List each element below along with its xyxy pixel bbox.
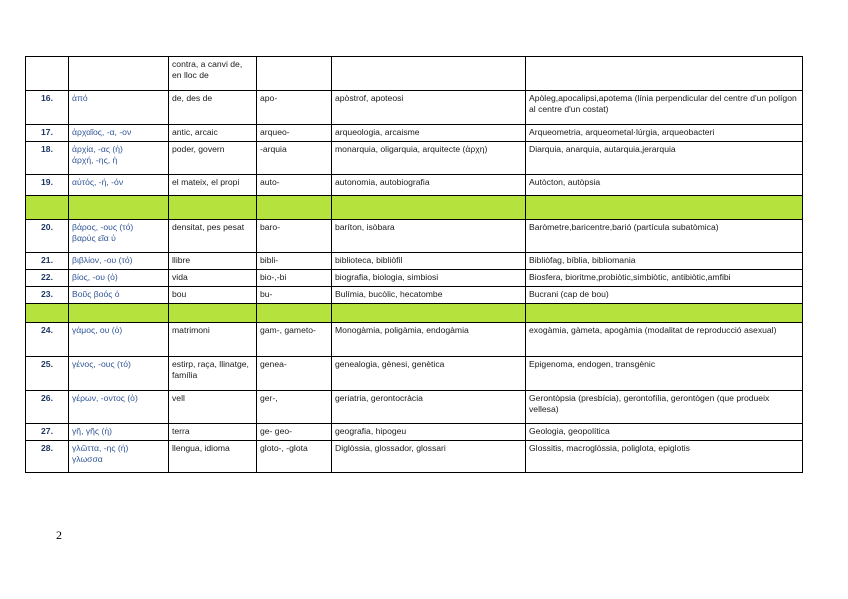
greek-word: βίος, -ου (ὁ) — [69, 270, 169, 287]
entry-number: 26. — [26, 391, 69, 424]
entry-number: 21. — [26, 253, 69, 270]
cell-empty — [169, 304, 257, 323]
catalan-words-cell: monarquia, oligarquia, arquitecte (ἀρχη) — [332, 142, 526, 175]
table-row — [26, 357, 803, 391]
catalan-words-cell: biblioteca, bibliòfil — [332, 253, 526, 270]
entry-number: 23. — [26, 287, 69, 304]
entry-number: 18. — [26, 142, 69, 175]
catalan-words-cell: Bulímia, bucòlic, hecatombe — [332, 287, 526, 304]
root-cell: ger-, — [257, 391, 332, 424]
meaning-cell: poder, govern — [169, 142, 257, 175]
meaning-cell: antic, arcaic — [169, 125, 257, 142]
entry-number: 27. — [26, 424, 69, 441]
root-cell: auto- — [257, 175, 332, 196]
entry-number: 22. — [26, 270, 69, 287]
table-row — [26, 253, 803, 270]
entry-number: 17. — [26, 125, 69, 142]
entry-number: 19. — [26, 175, 69, 196]
meaning-cell: vida — [169, 270, 257, 287]
page-number: 2 — [56, 528, 62, 542]
table-row — [26, 142, 803, 175]
root-cell: ge- geo- — [257, 424, 332, 441]
meaning-cell: densitat, pes pesat — [169, 220, 257, 253]
table-row — [26, 91, 803, 125]
table-row — [26, 175, 803, 196]
catalan-words-cell: biografia, biologia, simbiosi — [332, 270, 526, 287]
entry-number: 28. — [26, 441, 69, 473]
meaning-cell: vell — [169, 391, 257, 424]
root-cell: arqueo- — [257, 125, 332, 142]
entry-number: 20. — [26, 220, 69, 253]
catalan-words-cell: Monogàmia, poligàmia, endogàmia — [332, 323, 526, 357]
table-row — [26, 270, 803, 287]
cell-empty — [257, 57, 332, 91]
greek-word: γλῶττα, -ης (ἡ) γλωσσα — [69, 441, 169, 473]
meaning-cell: de, des de — [169, 91, 257, 125]
catalan-words-cell: arqueologia, arcaisme — [332, 125, 526, 142]
meaning-cell: terra — [169, 424, 257, 441]
scientific-words-cell: Arqueometria, arqueometal·lúrgia, arqueobacteri — [526, 125, 803, 142]
cell-empty — [26, 57, 69, 91]
cell-empty — [257, 304, 332, 323]
entry-number: 16. — [26, 91, 69, 125]
catalan-words-cell: geriatria, gerontocràcia — [332, 391, 526, 424]
catalan-words-cell: geografia, hipogeu — [332, 424, 526, 441]
scientific-words-cell: Geologia, geopolítica — [526, 424, 803, 441]
cell-empty — [169, 196, 257, 220]
etymology-table — [25, 56, 803, 473]
catalan-words-cell: Diglòssia, glossador, glossari — [332, 441, 526, 473]
scientific-words-cell: Bibliòfag, bíblia, bibliomania — [526, 253, 803, 270]
scientific-words-cell: Gerontòpsia (presbícia), gerontofília, gerontògen (que produeix vellesa) — [526, 391, 803, 424]
root-cell: bio-,-bi — [257, 270, 332, 287]
meaning-cell: bou — [169, 287, 257, 304]
greek-word: ἀρχαῖος, -α, -ον — [69, 125, 169, 142]
entry-number: 24. — [26, 323, 69, 357]
greek-word: Βοῦς βοός ὁ — [69, 287, 169, 304]
root-cell: apo- — [257, 91, 332, 125]
table-row — [26, 441, 803, 473]
table-row — [26, 287, 803, 304]
table-row-header — [26, 57, 803, 91]
scientific-words-cell: Baròmetre,baricentre,barió (partícula subatòmica) — [526, 220, 803, 253]
meaning-cell: el mateix, el propi — [169, 175, 257, 196]
greek-word: ἀπό — [69, 91, 169, 125]
greek-word: γῆ, γῆς (ἡ) — [69, 424, 169, 441]
greek-word: ἀρχία, -ας (ἡ) ἀρχή, -ης, ἡ — [69, 142, 169, 175]
cell-empty — [26, 196, 69, 220]
meaning-cell: llengua, idioma — [169, 441, 257, 473]
greek-word: βιβλίον, -ου (τό) — [69, 253, 169, 270]
table-row — [26, 424, 803, 441]
scientific-words-cell: exogàmia, gàmeta, apogàmia (modalitat de reproducció asexual) — [526, 323, 803, 357]
greek-word: βάρος, -ους (τό) βαρύς εῖα ύ — [69, 220, 169, 253]
table-row — [26, 391, 803, 424]
highlight-separator-row — [26, 196, 803, 220]
cell-empty — [332, 196, 526, 220]
cell-empty — [257, 196, 332, 220]
greek-word: γένος, -ους (τό) — [69, 357, 169, 391]
scientific-words-cell: Apòleg,apocalipsi,apotema (línia perpendicular del centre d'un polígon al centre d'un costat) — [526, 91, 803, 125]
root-cell: baro- — [257, 220, 332, 253]
meaning-cell: estirp, raça, llinatge, família — [169, 357, 257, 391]
cell-empty — [69, 57, 169, 91]
greek-word: αὐτός, -ή, -όν — [69, 175, 169, 196]
catalan-words-cell: autonomia, autobiografia — [332, 175, 526, 196]
root-cell: -arquia — [257, 142, 332, 175]
root-cell: bu- — [257, 287, 332, 304]
root-cell: gam-, gameto- — [257, 323, 332, 357]
root-cell: gloto-, -glota — [257, 441, 332, 473]
cell-empty — [26, 304, 69, 323]
table-row — [26, 220, 803, 253]
entry-number: 25. — [26, 357, 69, 391]
cell-empty — [332, 304, 526, 323]
greek-word: γέρων, -οντος (ὁ) — [69, 391, 169, 424]
cell-empty — [332, 57, 526, 91]
scientific-words-cell: Glossitis, macroglòssia, poliglota, epiglotis — [526, 441, 803, 473]
greek-word: γάμος, ου (ὁ) — [69, 323, 169, 357]
meaning-cell: contra, a canvi de, en lloc de — [169, 57, 257, 91]
table-row — [26, 323, 803, 357]
cell-empty — [526, 304, 803, 323]
meaning-cell: llibre — [169, 253, 257, 270]
cell-empty — [526, 57, 803, 91]
highlight-separator-row — [26, 304, 803, 323]
scientific-words-cell: Bucrani (cap de bou) — [526, 287, 803, 304]
cell-empty — [69, 196, 169, 220]
cell-empty — [526, 196, 803, 220]
root-cell: genea- — [257, 357, 332, 391]
catalan-words-cell: apòstrof, apoteosi — [332, 91, 526, 125]
catalan-words-cell: genealogia, gènesi, genètica — [332, 357, 526, 391]
root-cell: bibli- — [257, 253, 332, 270]
catalan-words-cell: baríton, isòbara — [332, 220, 526, 253]
scientific-words-cell: Epigenoma, endogen, transgènic — [526, 357, 803, 391]
meaning-cell: matrimoni — [169, 323, 257, 357]
scientific-words-cell: Biosfera, bioritme,probiòtic,simbiòtic, antibiòtic,amfibi — [526, 270, 803, 287]
scientific-words-cell: Autòcton, autòpsia — [526, 175, 803, 196]
table-row — [26, 125, 803, 142]
scientific-words-cell: Diarquia, anarquia, autarquia,jerarquia — [526, 142, 803, 175]
cell-empty — [69, 304, 169, 323]
